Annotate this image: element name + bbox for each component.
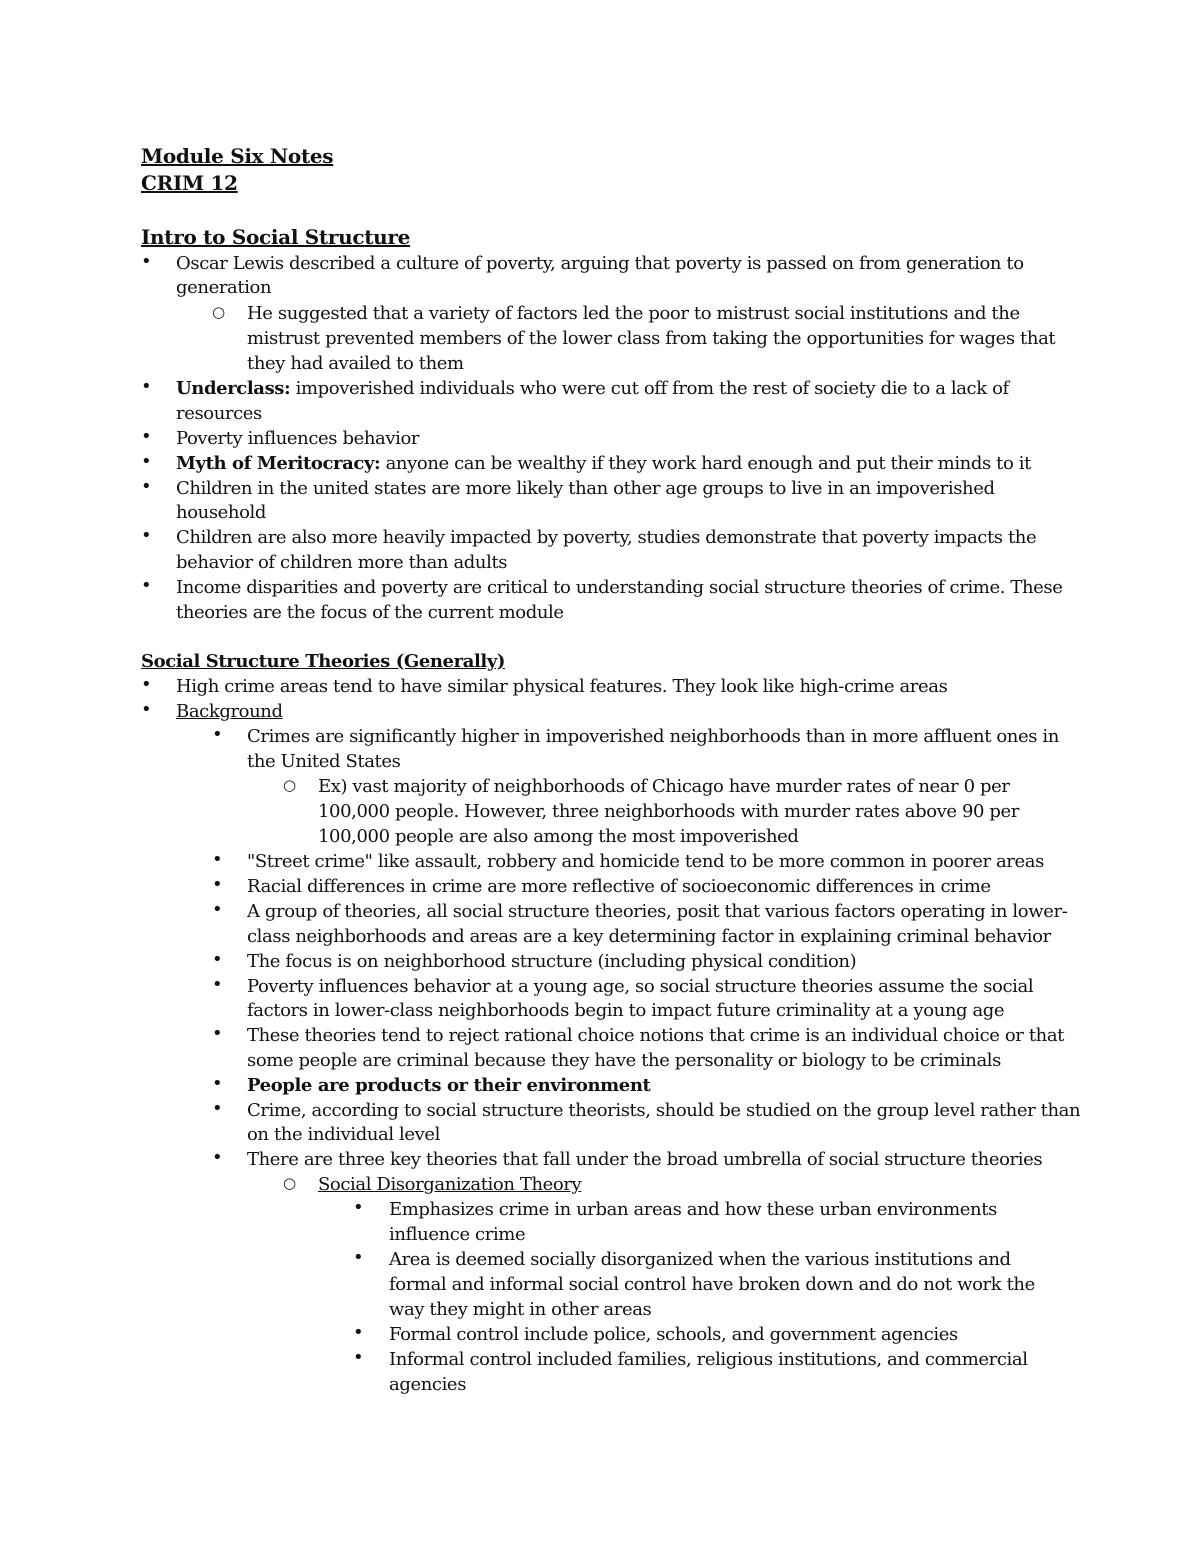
list-item-continuation: theories are the focus of the current module bbox=[176, 602, 564, 623]
bullet-disc-icon: • bbox=[353, 1247, 364, 1268]
term-label: Underclass: bbox=[176, 378, 291, 399]
list-item-continuation: 100,000 people. However, three neighborhoods with murder rates above 90 per bbox=[318, 801, 1020, 822]
bullet-disc-icon: • bbox=[212, 849, 223, 870]
list-item-continuation: household bbox=[176, 502, 267, 523]
bullet-disc-icon: • bbox=[141, 476, 152, 497]
list-item: Children are also more heavily impacted by poverty, studies demonstrate that poverty impacts the bbox=[176, 527, 1037, 548]
list-item: Emphasizes crime in urban areas and how these urban environments bbox=[389, 1199, 997, 1220]
bullet-disc-icon: • bbox=[141, 251, 152, 272]
bullet-disc-icon: • bbox=[141, 376, 152, 397]
list-item: A group of theories, all social structure theories, posit that various factors operating in lower- bbox=[247, 901, 1068, 922]
term-label: Myth of Meritocracy: bbox=[176, 453, 381, 474]
list-item: Crime, according to social structure theorists, should be studied on the group level rather than bbox=[247, 1100, 1081, 1121]
list-item-continuation: the United States bbox=[247, 751, 401, 772]
list-item bbox=[176, 377, 1009, 401]
bullet-disc-icon: • bbox=[141, 525, 152, 546]
bullet-circle-icon: ○ bbox=[212, 303, 226, 321]
list-item-continuation: resources bbox=[176, 403, 262, 424]
list-item-continuation: way they might in other areas bbox=[389, 1299, 652, 1320]
bullet-disc-icon: • bbox=[141, 575, 152, 596]
bullet-disc-icon: • bbox=[353, 1347, 364, 1368]
list-item: Poverty influences behavior bbox=[176, 428, 420, 449]
bullet-disc-icon: • bbox=[141, 426, 152, 447]
list-item-continuation: on the individual level bbox=[247, 1124, 441, 1145]
bullet-disc-icon: • bbox=[212, 874, 223, 895]
bullet-disc-icon: • bbox=[353, 1322, 364, 1343]
section-heading: Social Structure Theories (Generally) bbox=[141, 651, 506, 672]
list-item-continuation: agencies bbox=[389, 1374, 467, 1395]
list-item: These theories tend to reject rational choice notions that crime is an individual choice or that bbox=[247, 1025, 1065, 1046]
bullet-disc-icon: • bbox=[212, 724, 223, 745]
list-item-continuation: class neighborhoods and areas are a key determining factor in explaining criminal behavior bbox=[247, 926, 1051, 947]
list-item: Formal control include police, schools, and government agencies bbox=[389, 1324, 958, 1345]
list-item-emphasis: People are products or their environment bbox=[247, 1075, 651, 1096]
list-item: Area is deemed socially disorganized when the various institutions and bbox=[389, 1249, 1011, 1270]
list-item-continuation: generation bbox=[176, 277, 272, 298]
list-item: The focus is on neighborhood structure (including physical condition) bbox=[247, 951, 857, 972]
list-item: "Street crime" like assault, robbery and homicide tend to be more common in poorer areas bbox=[247, 851, 1044, 872]
list-item: Informal control included families, religious institutions, and commercial bbox=[389, 1349, 1028, 1370]
list-item: Ex) vast majority of neighborhoods of Chicago have murder rates of near 0 per bbox=[318, 776, 1010, 797]
subheading-social-disorganization: Social Disorganization Theory bbox=[318, 1174, 582, 1195]
list-item: Crimes are significantly higher in impoverished neighborhoods than in more affluent ones in bbox=[247, 726, 1059, 747]
doc-title: Module Six Notes bbox=[141, 144, 334, 168]
list-item-continuation: they had availed to them bbox=[247, 353, 464, 374]
list-item-background: Background bbox=[176, 701, 283, 722]
bullet-disc-icon: • bbox=[353, 1197, 364, 1218]
bullet-disc-icon: • bbox=[212, 1147, 223, 1168]
term-definition: anyone can be wealthy if they work hard enough and put their minds to it bbox=[380, 453, 1031, 474]
list-item-continuation: influence crime bbox=[389, 1224, 526, 1245]
list-item-continuation: formal and informal social control have broken down and do not work the bbox=[389, 1274, 1035, 1295]
list-item-continuation: 100,000 people are also among the most impoverished bbox=[318, 826, 799, 847]
bullet-circle-icon: ○ bbox=[283, 1174, 297, 1192]
bullet-disc-icon: • bbox=[141, 674, 152, 695]
list-item: Racial differences in crime are more reflective of socioeconomic differences in crime bbox=[247, 876, 991, 897]
bullet-disc-icon: • bbox=[141, 699, 152, 720]
list-item-continuation: behavior of children more than adults bbox=[176, 552, 508, 573]
list-item-continuation: mistrust prevented members of the lower class from taking the opportunities for wages that bbox=[247, 328, 1056, 349]
list-item: There are three key theories that fall under the broad umbrella of social structure theories bbox=[247, 1149, 1043, 1170]
bullet-circle-icon: ○ bbox=[283, 776, 297, 794]
bullet-disc-icon: • bbox=[212, 1098, 223, 1119]
list-item: Poverty influences behavior at a young age, so social structure theories assume the social bbox=[247, 976, 1034, 997]
list-item-continuation: factors in lower-class neighborhoods begin to impact future criminality at a young age bbox=[247, 1000, 1005, 1021]
bullet-disc-icon: • bbox=[212, 1073, 223, 1094]
list-item: Children in the united states are more likely than other age groups to live in an impoverished bbox=[176, 478, 995, 499]
doc-course: CRIM 12 bbox=[141, 171, 238, 195]
list-item-continuation: some people are criminal because they have the personality or biology to be criminals bbox=[247, 1050, 1001, 1071]
bullet-disc-icon: • bbox=[212, 1023, 223, 1044]
section-heading: Intro to Social Structure bbox=[141, 225, 411, 249]
bullet-disc-icon: • bbox=[212, 949, 223, 970]
list-item: Income disparities and poverty are critical to understanding social structure theories of crime. These bbox=[176, 577, 1063, 598]
list-item: He suggested that a variety of factors led the poor to mistrust social institutions and the bbox=[247, 303, 1020, 324]
list-item bbox=[176, 452, 1031, 476]
bullet-disc-icon: • bbox=[141, 451, 152, 472]
bullet-disc-icon: • bbox=[212, 974, 223, 995]
list-item: High crime areas tend to have similar physical features. They look like high-crime areas bbox=[176, 676, 948, 697]
list-item: Oscar Lewis described a culture of poverty, arguing that poverty is passed on from generation to bbox=[176, 253, 1024, 274]
term-definition: impoverished individuals who were cut off from the rest of society die to a lack of bbox=[290, 378, 1009, 399]
bullet-disc-icon: • bbox=[212, 899, 223, 920]
